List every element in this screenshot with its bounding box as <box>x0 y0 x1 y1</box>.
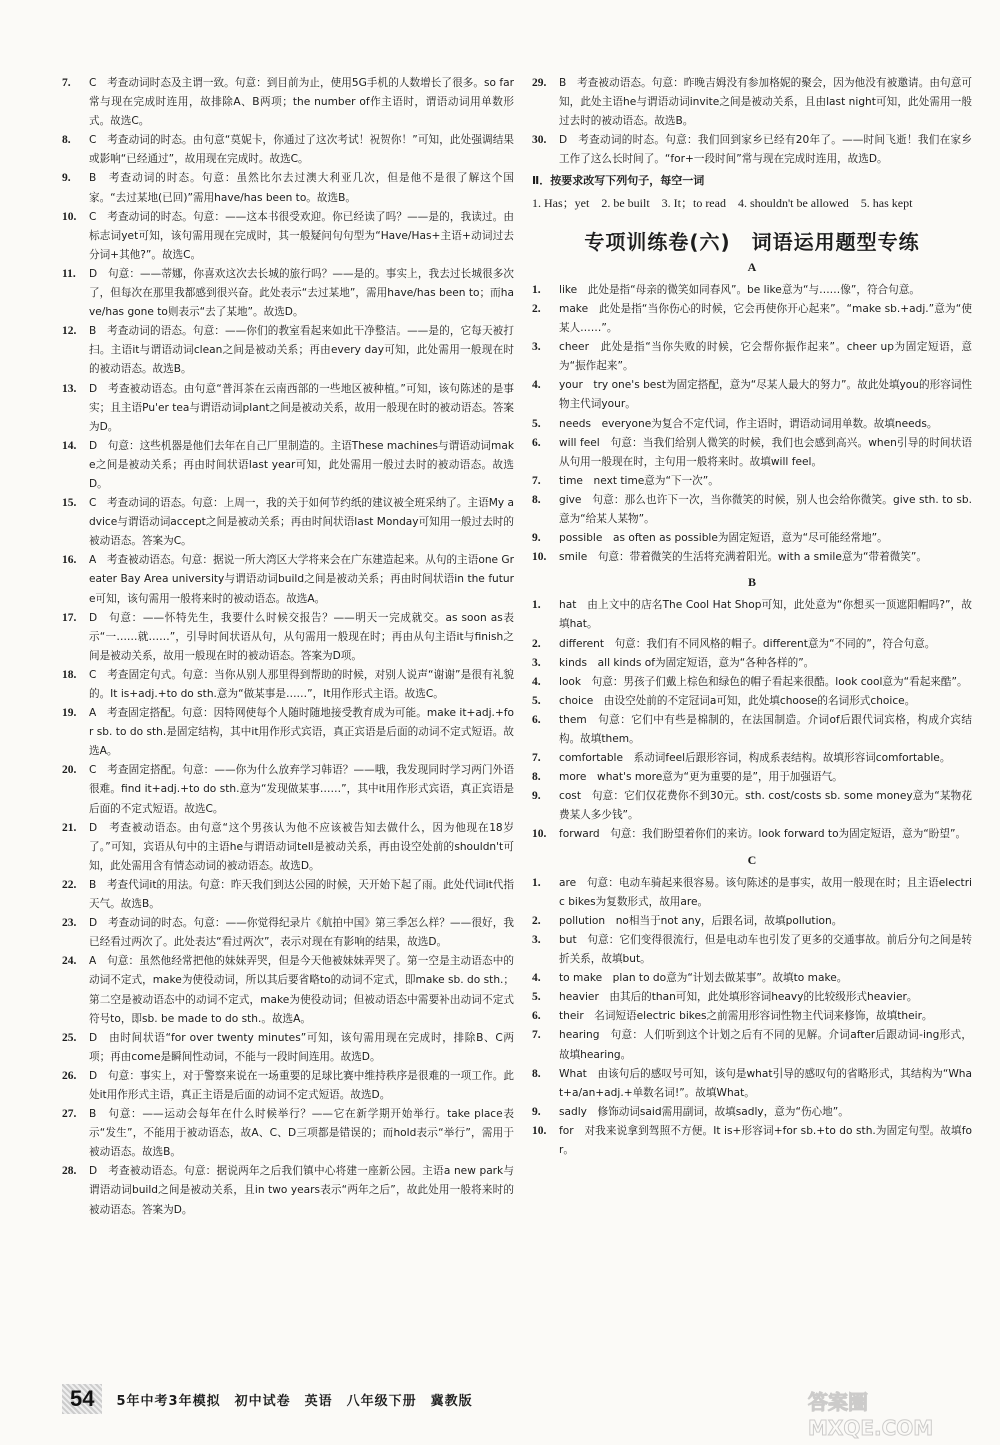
answer-explanation: C 考查固定搭配。句意：——你为什么放弃学习韩语？——哦，我发现同时学习两门外语很难。find it+adj.+to do sth.意为“发现做某事……”，其中it用作形式宾语，真正宾语是后面的不定式短语。故选C。 <box>89 764 514 815</box>
answer-item <box>532 1103 972 1122</box>
answer-item <box>62 265 514 322</box>
answer-item <box>532 912 972 931</box>
answer-explanation: different 句意：我们有不同风格的帽子。different意为“不同的”，符合句意。 <box>559 637 936 650</box>
answer-item <box>62 819 514 876</box>
answer-item <box>532 434 972 472</box>
watermark-line1: 答案圈 <box>808 1390 868 1414</box>
section-ii-answers: 1. Has；yet 2. be built 3. It；to read 4. shouldn't be allowed 5. has kept <box>532 195 913 210</box>
answer-explanation: for 对我来说拿到驾照不方便。It is+形容词+for sb.+to do sth.为固定句型。故填for。 <box>559 1124 972 1156</box>
answer-explanation: make 此处是指“当你伤心的时候，它会再使你开心起来”。“make sb.+adj.”意为“使某人……”。 <box>559 302 972 335</box>
answer-explanation: choice 由设空处前的不定冠词a可知，此处填choose的名词形式choice。 <box>559 694 916 707</box>
answer-explanation: pollution no相当于not any，后跟名词，故填pollution。 <box>559 914 843 927</box>
answer-item <box>532 1065 972 1103</box>
section-ii-heading: Ⅱ．按要求改写下列句子，每空一词 <box>532 174 705 188</box>
answer-item <box>532 548 972 567</box>
answer-explanation: D 考查被动语态。由句意“普洱茶在云南西部的一些地区被种植。”可知，该句陈述的是事实；且主语Pu'er tea与谓语动词plant之间是被动关系，故用一般现在时的被动语态。答案为D。 <box>89 382 514 433</box>
answer-number: 13. <box>62 382 77 395</box>
answer-explanation: B 考查代词it的用法。句意：昨天我们到达公园的时候，天开始下起了雨。此处代词it代指天气。故选B。 <box>89 878 514 911</box>
answer-item <box>532 692 972 711</box>
answer-number: 16. <box>62 554 77 567</box>
answer-explanation: D 句意：这些机器是他们去年在自己厂里制造的。主语These machines与谓语动词make之间是被动关系；再由时间状语last year可知，此处需用一般过去时的被动语态。故选D。 <box>89 439 514 490</box>
answer-item <box>62 952 514 1028</box>
answer-number: 9. <box>62 172 71 185</box>
answer-number: 9. <box>532 790 541 803</box>
answer-item <box>62 704 514 761</box>
answer-explanation: What 由该句后的感叹号可知，该句是what引导的感叹句的省略形式，其结构为“What+a/an+adj.+单数名词!”。故填What。 <box>559 1067 972 1099</box>
answer-number: 8. <box>532 771 541 784</box>
right-column <box>532 74 972 1160</box>
answer-number: 6. <box>532 713 541 726</box>
answer-item <box>62 380 514 437</box>
answer-explanation: B 句意：——运动会每年在什么时候举行？——它在新学期开始举行。take place表示“发生”，不能用于被动语态，故A、C、D三项都是错误的；而hold表示“举行”，需用于被动语态。故选B。 <box>89 1108 514 1159</box>
answer-number: 4. <box>532 379 541 392</box>
answer-number: 10. <box>62 210 77 223</box>
answer-item <box>532 472 972 491</box>
answer-number: 1. <box>532 876 541 889</box>
answer-number: 23. <box>62 917 77 930</box>
answer-item <box>532 596 972 634</box>
answer-number: 8. <box>532 1067 541 1080</box>
answer-item <box>62 551 514 608</box>
answer-item <box>62 1029 514 1067</box>
answer-item <box>532 1122 972 1160</box>
answer-number: 9. <box>532 532 541 545</box>
answer-explanation: comfortable 系动词feel后跟形容词，构成系表结构。故填形容词comfortable。 <box>559 752 951 765</box>
answer-number: 7. <box>532 752 541 765</box>
answer-number: 22. <box>62 878 77 891</box>
answer-explanation: cost 句意：它们仅花费你不到30元。sth. cost/costs sb. some money意为“某物花费某人多少钱”。 <box>559 790 972 822</box>
answer-item <box>62 1067 514 1105</box>
answer-item <box>62 1105 514 1162</box>
part-c-answers <box>532 874 972 1160</box>
answer-item <box>62 876 514 914</box>
part-a-letter: A <box>747 259 757 274</box>
part-a-answers <box>532 281 972 567</box>
answer-item <box>532 768 972 787</box>
answer-explanation: like 此处是指“母亲的微笑如同春风”。be like意为“与……像”，符合句意。 <box>559 283 920 296</box>
answer-item <box>532 673 972 692</box>
answer-number: 19. <box>62 707 77 720</box>
answer-item <box>532 787 972 825</box>
answer-item <box>62 322 514 379</box>
answer-item <box>532 1026 972 1064</box>
answer-item <box>532 529 972 548</box>
answer-explanation: cheer 此处是指“当你失败的时候，它会帮你振作起来”。cheer up为固定短语，意为“振作起来”。 <box>559 341 972 373</box>
answer-number: 4. <box>532 675 541 688</box>
answer-number: 5. <box>532 694 541 707</box>
answer-item <box>532 654 972 673</box>
answer-explanation: B 考查动词的语态。句意：——你们的教室看起来如此干净整洁。——是的，它每天被打扫。主语it与谓语动词clean之间是被动关系；再由every day可知，此处需用一般现在时的被动语态。故选B。 <box>89 325 514 376</box>
answer-number: 3. <box>532 656 541 669</box>
answer-number: 26. <box>62 1069 77 1082</box>
answer-explanation: D 考查被动语态。句意：据说两年之后我们镇中心将建一座新公园。主语a new park与谓语动词build之间是被动关系，且in two years表示“两年之后”，故此处用一般将来时的被动语态。答案为D。 <box>89 1165 514 1216</box>
answer-explanation: A 考查固定搭配。句意：因特网使每个人随时随地接受教育成为可能。make it+adj.+for sb. to do sth.是固定结构，其中it用作形式宾语，真正宾语是后面的动词不定式短语。故选A。 <box>89 707 514 758</box>
answer-explanation: C 考查固定句式。句意：当你从别人那里得到帮助的时候，对别人说声“谢谢”是很有礼貌的。It is+adj.+to do sth.意为“做某事是……”，It用作形式主语。故选C。 <box>89 668 514 700</box>
answer-item <box>62 609 514 666</box>
answer-explanation: needs everyone为复合不定代词，作主语时，谓语动词用单数。故填needs。 <box>559 417 938 430</box>
answer-explanation: hat 由上文中的店名The Cool Hat Shop可知，此处意为“你想买一顶遮阳帽吗?”，故填hat。 <box>559 599 972 631</box>
book-title: 5年中考3年模拟 初中试卷 英语 八年级下册 冀教版 <box>116 1393 473 1409</box>
answer-number: 5. <box>532 991 541 1004</box>
answer-explanation: your try one's best为固定搭配，意为“尽某人最大的努力”。故此处填you的形容词性物主代词your。 <box>559 379 972 411</box>
answer-number: 10. <box>532 551 547 564</box>
part-b-answers <box>532 596 972 844</box>
answer-explanation: smile 句意：带着微笑的生活将充满着阳光。with a smile意为“带着微笑”。 <box>559 551 928 564</box>
answer-explanation: but 句意：它们变得很流行，但是电动车也引发了更多的交通事故。前后分句之间是转折关系，故填but。 <box>559 933 972 966</box>
answer-number: 7. <box>532 474 541 487</box>
answer-explanation: A 句意：虽然他经常把他的妹妹弄哭，但是今天他被妹妹弄哭了。第一空是主动语态中的动词不定式，make为使役动词，所以其后要省略to的动词不定式，即make sb. do sth.；第二空是被动语态中的动词不定式，make为使役动词；但被动语态中需要补出动词不定式符号to，即sb. be made to do sth.。故选A。 <box>89 955 514 1025</box>
answer-explanation: possible as often as possible为固定短语，意为“尽可能经常地”。 <box>559 532 888 545</box>
answer-explanation: sadly 修饰动词said需用副词，故填sadly，意为“伤心地”。 <box>559 1105 849 1118</box>
answer-number: 21. <box>62 821 77 834</box>
answer-item <box>532 635 972 654</box>
answer-item <box>532 300 972 338</box>
answer-item <box>532 711 972 749</box>
answer-explanation: hearing 句意：人们听到这个计划之后有不同的见解。介词after后跟动词-ing形式，故填hearing。 <box>559 1029 972 1061</box>
answer-explanation: to make plan to do意为“计划去做某事”。故填to make。 <box>559 972 848 985</box>
watermark-logo <box>804 1385 980 1441</box>
answer-item <box>62 208 514 265</box>
answer-explanation: them 句意：它们中有些是棉制的，在法国制造。介词of后跟代词宾格，构成介宾结构。故填them。 <box>559 713 972 745</box>
answer-number: 24. <box>62 955 77 968</box>
answer-number: 11. <box>62 267 76 280</box>
answer-number: 6. <box>532 1010 541 1023</box>
answer-item <box>532 749 972 768</box>
answer-explanation: D 考查被动语态。由句意“这个男孩认为他不应该被告知去做什么，因为他现在18岁了。”可知，宾语从句中的主语he与谓语动词tell是被动关系，再由设空处前的shouldn't可知，此处需用含有情态动词的被动语态。故选D。 <box>89 821 514 872</box>
answer-number: 27. <box>62 1108 77 1121</box>
answer-number: 30. <box>532 134 547 147</box>
answer-number: 7. <box>62 77 71 89</box>
answer-item <box>62 437 514 494</box>
answer-number: 8. <box>62 134 71 147</box>
answer-item <box>532 1007 972 1026</box>
answer-number: 4. <box>532 972 541 985</box>
answer-number: 28. <box>62 1165 77 1178</box>
answer-item <box>532 874 972 912</box>
answer-explanation: their 名词短语electric bikes之前需用形容词性物主代词来修饰，故填their。 <box>559 1010 933 1023</box>
answer-item <box>62 494 514 551</box>
part-c-letter: C <box>747 852 757 867</box>
answer-item <box>62 131 514 169</box>
special-training-title: 专项训练卷(六) 词语运用题型专练 <box>584 229 920 254</box>
answer-explanation: C 考查动词的时态。由句意“莫妮卡，你通过了这次考试！祝贺你！”可知，此处强调结果或影响“已经通过”，故用现在完成时。故选C。 <box>89 134 514 166</box>
answer-number: 15. <box>62 497 77 510</box>
answer-explanation: will feel 句意：当我们给别人微笑的时候，我们也会感到高兴。when引导的时间状语从句用一般现在时，主句用一般将来时。故填will feel。 <box>559 436 972 468</box>
answer-explanation: B 考查动词的时态。句意：虽然比尔去过澳大利亚几次，但是他不是很了解这个国家。“去过某地(已回)”需用have/has been to。故选B。 <box>89 172 514 204</box>
answer-item <box>532 415 972 434</box>
answer-item <box>532 825 972 844</box>
answer-number: 2. <box>532 914 541 927</box>
answer-explanation: C 考查动词的时态。句意：——这本书很受欢迎。你已经读了吗？——是的，我读过。由标志词yet可知，该句需用现在完成时，其一般疑问句句型为“Have/Has+主语+动词过去分词+其他?”。故选C。 <box>89 210 514 261</box>
answer-number: 29. <box>532 77 547 89</box>
answer-number: 2. <box>532 637 541 650</box>
answer-item <box>532 988 972 1007</box>
answer-item <box>532 74 972 131</box>
right-top-answers <box>532 74 972 169</box>
answer-explanation: D 考查动词的时态。句意：——你觉得纪录片《航拍中国》第三季怎么样？——很好，我已经看过两次了。此处表达“看过两次”，表示对现在有影响的结果，故选D。 <box>89 917 514 949</box>
answer-item <box>532 281 972 300</box>
answer-explanation: D 由时间状语“for over twenty minutes”可知，该句需用现在完成时，排除B、C两项；再由come是瞬间性动词，不能与一段时间连用。故选D。 <box>89 1031 514 1063</box>
answer-item <box>532 338 972 376</box>
answer-explanation: D 句意：——怀特先生，我要什么时候交报告？——明天一完成就交。as soon as表示“一……就……”，引导时间状语从句，从句需用一般现在时；再由从句主语it与finish之间是被动关系，故用一般现在时的被动语态。答案为D项。 <box>89 611 514 662</box>
answer-item <box>62 1162 514 1219</box>
answer-number: 14. <box>62 439 77 452</box>
answer-explanation: are 句意：电动车骑起来很容易。该句陈述的是事实，故用一般现在时；且主语electric bikes为复数形式，故用are。 <box>559 876 972 908</box>
answer-number: 25. <box>62 1031 77 1044</box>
answer-explanation: heavier 由其后的than可知，此处填形容词heavy的比较级形式heavier。 <box>559 991 918 1004</box>
answer-item <box>532 491 972 529</box>
answer-item <box>532 931 972 969</box>
watermark-line2: MXQE.COM <box>808 1416 934 1440</box>
answer-number: 3. <box>532 933 541 946</box>
answer-number: 1. <box>532 599 541 612</box>
answer-explanation: kinds all kinds of为固定短语，意为“各种各样的”。 <box>559 656 815 669</box>
answer-number: 20. <box>62 764 77 777</box>
answer-explanation: look 句意：男孩子们戴上棕色和绿色的帽子看起来很酷。look cool意为“看起来酷”。 <box>559 675 968 688</box>
answer-number: 9. <box>532 1105 541 1118</box>
answer-item <box>62 761 514 818</box>
answer-number: 10. <box>532 828 547 841</box>
answer-item <box>62 169 514 207</box>
answer-number: 7. <box>532 1029 541 1042</box>
answer-item <box>62 74 514 131</box>
answer-explanation: forward 句意：我们盼望着你们的来访。look forward to为固定短语，意为“盼望”。 <box>559 828 967 841</box>
answer-explanation: more what's more意为“更为重要的是”，用于加强语气。 <box>559 771 843 784</box>
answer-number: 5. <box>532 417 541 430</box>
answer-item <box>62 914 514 952</box>
answer-number: 2. <box>532 302 541 315</box>
answer-explanation: D 句意：——蒂娜，你喜欢这次去长城的旅行吗？——是的。事实上，我去过长城很多次了，但每次在那里我都感到很兴奋。此处表示“去过某地”，需用have/has been to；而have/has gone to则表示“去了某地”。故选D。 <box>89 267 514 319</box>
answer-number: 18. <box>62 668 77 681</box>
answer-explanation: D 考查动词的时态。句意：我们回到家乡已经有20年了。——时间飞逝！我们在家乡工作了这么长时间了。“for+一段时间”常与现在完成时连用，故选D。 <box>559 134 972 166</box>
answer-explanation: C 考查动词的语态。句意：上周一，我的关于如何节约纸的建议被全班采纳了。主语My advice与谓语动词accept之间是被动关系；再由时间状语last Monday可知用一般过去时的被动语态。答案为C。 <box>89 497 514 548</box>
answer-number: 8. <box>532 493 541 506</box>
answer-explanation: C 考查动词时态及主谓一致。句意：到目前为止，使用5G手机的人数增长了很多。so far常与现在完成时连用，故排除A、B两项；the number of作主语时，谓语动词用单数形式。故选C。 <box>89 77 514 128</box>
answer-item <box>532 969 972 988</box>
answer-explanation: time next time意为“下一次”。 <box>559 474 719 487</box>
answer-explanation: give 句意：那么也许下一次，当你微笑的时候，别人也会给你微笑。give sth. to sb.意为“给某人某物”。 <box>559 493 972 525</box>
answer-item <box>62 666 514 704</box>
part-b-letter: B <box>747 575 756 590</box>
answer-explanation: B 考查被动语态。句意：昨晚吉姆没有参加格妮的聚会，因为他没有被邀请。由句意可知，此处主语he与谓语动词invite之间是被动关系，且由last night可知，此处需用一般过去时的被动语态。故选B。 <box>559 77 972 128</box>
answer-item <box>532 376 972 414</box>
answer-explanation: A 考查被动语态。句意：据说一所大湾区大学将来会在广东建造起来。从句的主语one Greater Bay Area university与谓语动词build之间是被动关系；再由时间状语in the future可知，该句需用一般将来时的被动语态。故选A。 <box>89 554 514 605</box>
answer-explanation: D 句意：事实上，对于警察来说在一场重要的足球比赛中维持秩序是很难的一项工作。此处it用作形式主语，真正主语是后面的动词不定式短语。故选D。 <box>89 1069 514 1101</box>
page-number: 54 <box>62 1384 102 1414</box>
answer-number: 1. <box>532 283 541 296</box>
answer-number: 6. <box>532 436 541 449</box>
left-column <box>62 74 514 1220</box>
answer-number: 10. <box>532 1124 547 1137</box>
answer-number: 17. <box>62 611 77 624</box>
answer-number: 12. <box>62 325 77 338</box>
answer-item <box>532 131 972 169</box>
answer-number: 3. <box>532 341 541 354</box>
